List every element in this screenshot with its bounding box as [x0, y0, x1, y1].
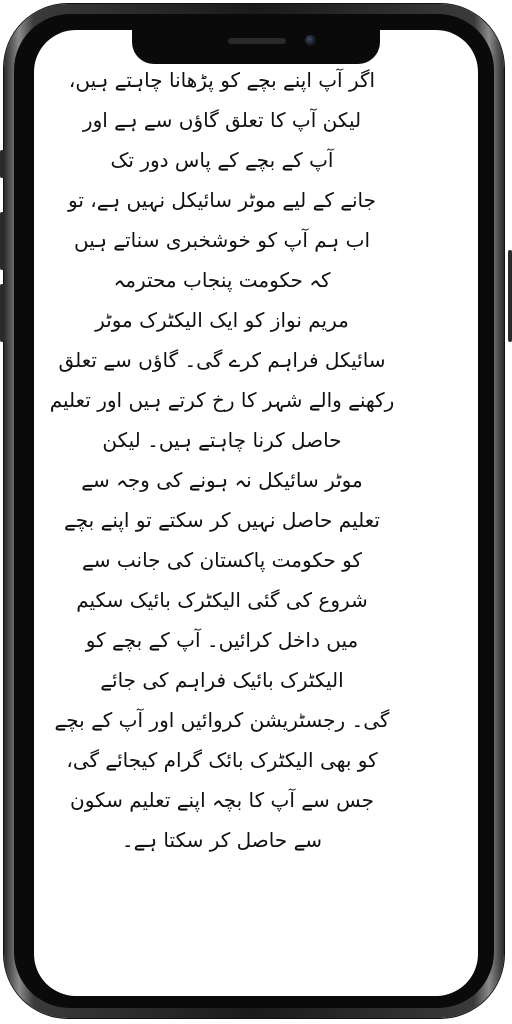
power-button — [508, 250, 512, 342]
text-line: لیکن آپ کا تعلق گاؤں سے ہے اور — [82, 108, 362, 132]
text-line: موٹر سائیکل نہ ہونے کی وجہ سے — [81, 468, 363, 492]
text-line: جس سے آپ کا بچہ اپنے تعلیم سکون — [70, 788, 374, 812]
text-line: شروع کی گئی الیکٹرک بائیک سکیم — [76, 588, 368, 612]
text-line: کو حکومت پاکستان کی جانب سے — [82, 548, 362, 572]
text-line: سے حاصل کر سکتا ہے۔ — [121, 828, 323, 852]
text-line: اگر آپ اپنے بچے کو پڑھانا چاہتے ہیں، — [68, 68, 376, 92]
text-line: سائیکل فراہم کرے گی۔ گاؤں سے تعلق — [58, 348, 386, 372]
text-line: آپ کے بچے کے پاس دور تک — [110, 148, 334, 172]
text-line: کہ حکومت پنجاب محترمہ — [113, 268, 331, 292]
text-line: جانے کے لیے موٹر سائیکل نہیں ہے، تو — [68, 188, 376, 212]
volume-down-button — [0, 284, 4, 342]
text-line: رکھنے والے شہر کا رخ کرتے ہیں اور تعلیم — [49, 388, 395, 412]
speaker-grille — [228, 38, 286, 44]
text-line: اب ہم آپ کو خوشخبری سناتے ہیں — [73, 228, 371, 252]
text-line: الیکٹرک بائیک فراہم کی جائے — [100, 668, 344, 692]
article-text — [36, 60, 408, 860]
mute-switch — [0, 150, 4, 178]
text-line: میں داخل کرائیں۔ آپ کے بچے کو — [85, 628, 359, 652]
text-line: تعلیم حاصل نہیں کر سکتے تو اپنے بچے — [64, 508, 380, 532]
notch — [132, 30, 380, 64]
text-line: مریم نواز کو ایک الیکٹرک موٹر — [95, 308, 349, 332]
text-line: کو بھی الیکٹرک بائک گرام کیجائے گی، — [66, 748, 378, 772]
volume-up-button — [0, 212, 4, 270]
front-camera-icon — [305, 35, 316, 46]
text-line: گی۔ رجسٹریشن کروائیں اور آپ کے بچے — [54, 708, 390, 732]
text-line: حاصل کرنا چاہتے ہیں۔ لیکن — [102, 428, 342, 452]
